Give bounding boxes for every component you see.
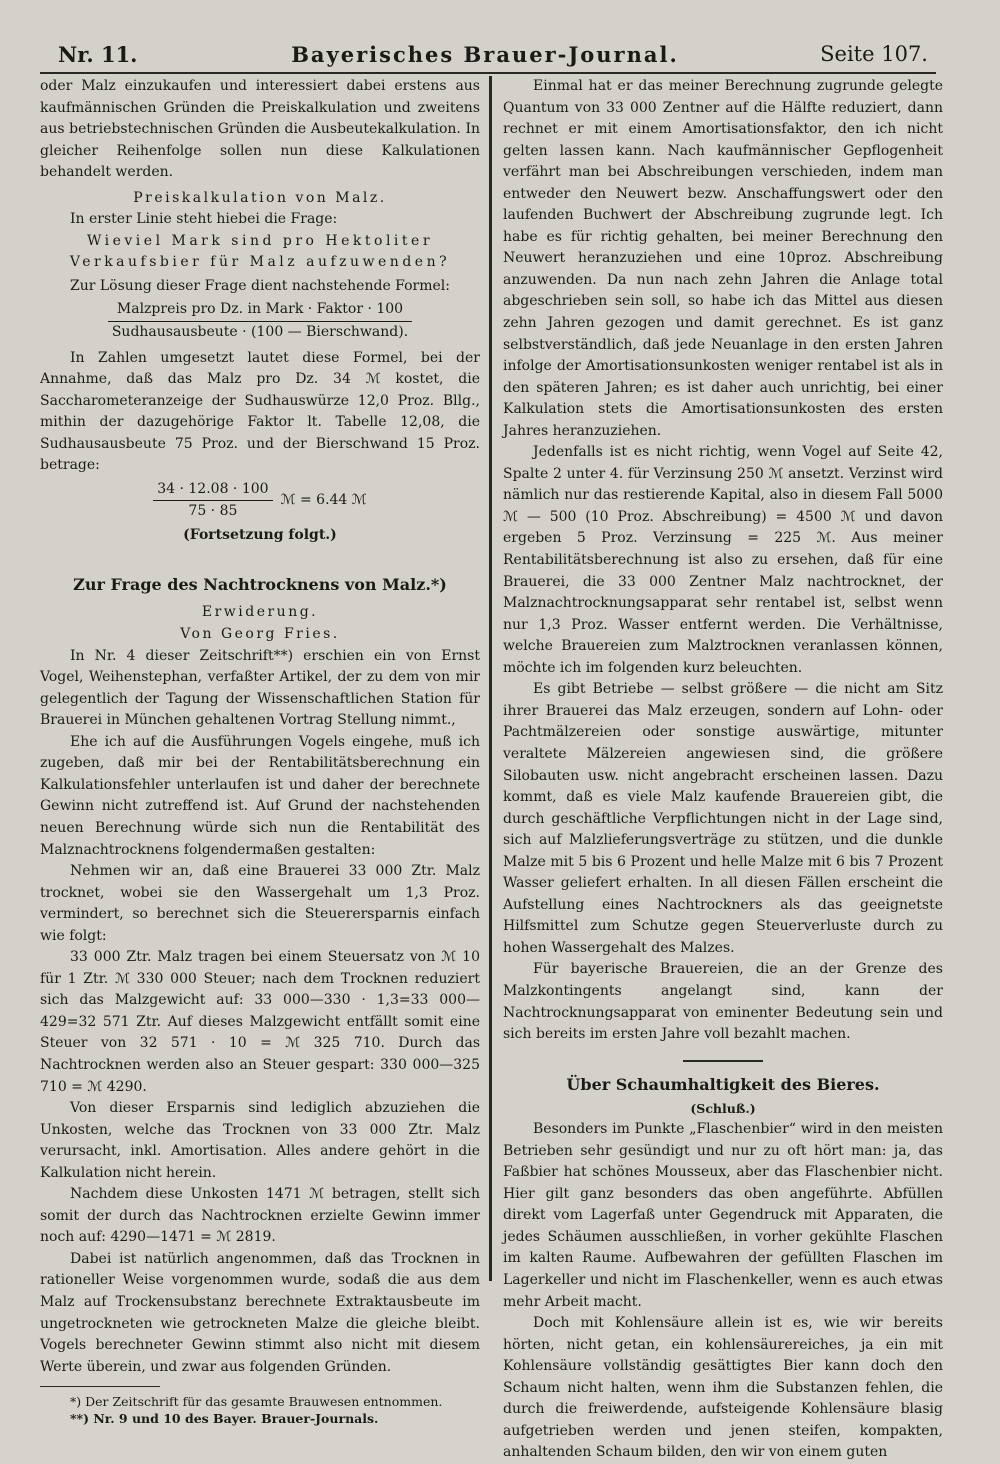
paragraph: Ehe ich auf die Ausführungen Vogels eingehe, muß ich zugeben, daß mir bei der Rentabilitätsberechnung ein Kalkulationsfehler unterlaufen ist und daher der berechnete Gewinn nicht zutreffend ist. Auf Grund der nachstehenden neuen Berechnung würde sich nun die Rentabilität des Malznachtrocknens folgendermaßen gestalten: bbox=[40, 733, 480, 858]
continuation-note: (Fortsetzung folgt.) bbox=[183, 526, 337, 543]
formula-general bbox=[40, 299, 480, 343]
footnote: *) Der Zeitschrift für das gesamte Brauwesen entnommen. bbox=[70, 1394, 443, 1410]
section-subheading: Preiskalkulation von Malz. bbox=[133, 189, 387, 206]
paragraph: Jedenfalls ist es nicht richtig, wenn Vogel auf Seite 42, Spalte 2 unter 4. für Verzinsung 250 ℳ ansetzt. Verzinst wird nämlich nur das restierende Kapital, also in diesem Fall 5000 ℳ — 500 (10 Proz. Abschreibung) = 4500 ℳ und davon ergeben 5 Proz. Verzinsung = 225 ℳ. Aus meiner Rentabilitätsberechnung ist also zu ersehen, daß für eine Brauerei, die 33 000 Zentner Malz nachtrocknet, der Malznachtrocknungsapparat sehr rentabel ist, selbst wenn nur 1,3 Proz. Wasser entfernt werden. Die Verhältnisse, welche Brauereien zum Malztrocknen veranlassen können, möchte ich im folgenden kurz beleuchten. bbox=[503, 444, 943, 676]
paragraph: oder Malz einzukaufen und interessiert dabei erstens aus kaufmännischen Gründen die Preiskalkulation und zweitens aus betriebstechnischen Gründen die Ausbeutekalkulation. In gleicher Reihenfolge sollen nun diese Kalkulationen behandelt werden. bbox=[40, 78, 480, 181]
column-divider bbox=[489, 76, 492, 1281]
paragraph: 33 000 Ztr. Malz tragen bei einem Steuersatz von ℳ 10 für 1 Ztr. ℳ 330 000 Steuer; nach dem Trocknen reduziert sich das Malzgewicht auf: 33 000—330 · 1,3=33 000—429=32 571 Ztr. Auf dieses Malzgewicht entfällt somit eine Steuer von 32 571 · 10 = ℳ 325 710. Durch das Nachtrocknen werden also an Steuer gespart: 330 000—325 710 = ℳ 4290. bbox=[40, 949, 480, 1095]
paragraph: Es gibt Betriebe — selbst größere — die nicht am Sitz ihrer Brauerei das Malz erzeugen, sondern auf Lohn- oder Pachtmälzereien oder sonstige auswärtige, mitunter veraltete Mälzereien angewiesen sind, die größere Silobauten usw. nicht angebracht erscheinen lassen. Dazu kommt, daß es viele Malz kaufende Brauereien gibt, die durch geschäftliche Verpflichtungen nicht in der Lage sind, sich auf Malzlieferungsverträge zu stützen, und die dunkle Malze mit 5 bis 6 Prozent und helle Malze mit 6 bis 7 Prozent Wasser geliefert erhalten. In all diesen Fällen erscheint die Aufstellung eines Nachtrockners als das geeignetste Hilfsmittel zum Schutze gegen Steuerverluste durch zu hohen Wassergehalt des Malzes. bbox=[503, 681, 943, 956]
paragraph: Nehmen wir an, daß eine Brauerei 33 000 Ztr. Malz trocknet, wobei sie den Wassergehalt um 1,3 Proz. vermindert, so berechnet sich die Steuerersparnis einfach wie folgt: bbox=[40, 863, 480, 944]
formula-denominator: Sudhausausbeute · (100 — Bierschwand). bbox=[111, 324, 409, 341]
paragraph: In Nr. 4 dieser Zeitschrift**) erschien ein von Ernst Vogel, Weihenstephan, verfaßter Artikel, der zu dem von mir gelegentlich der Tagung der Wissenschaftlichen Station für Brauerei in München gehaltenen Vortrag Stellung nimmt., bbox=[40, 647, 480, 729]
formula-denominator: 75 · 85 bbox=[188, 503, 238, 520]
question-text: Wieviel Mark sind pro Hektoliter Verkaufsbier für Malz aufzuwenden? bbox=[69, 232, 451, 271]
formula-numerator: Malzpreis pro Dz. in Mark · Faktor · 100 bbox=[108, 299, 412, 322]
formula-numerator: 34 · 12.08 · 100 bbox=[153, 479, 272, 502]
paragraph: In erster Linie steht hiebei die Frage: bbox=[70, 211, 338, 228]
paragraph: Einmal hat er das meiner Berechnung zugrunde gelegte Quantum von 33 000 Zentner auf die Hälfte reduziert, dann rechnet er mit einem Amortisationsfaktor, den ich nicht gelten lassen kann. Nach kaufmännischer Gepflogenheit verfährt man bei Abschreibungen verschieden, indem man entweder den Neuwert bezw. Anschaffungswert oder den laufenden Buchwert der Abschreibung zugrunde legt. Ich habe es für richtig gehalten, bei meiner Berechnung den Neuwert heranzuziehen und eine 10proz. Abschreibung anzuwenden. Da nun nach zehn Jahren die Anlage total abgeschrieben sein soll, so habe ich das Mittel aus diesen zehn Jahren gezogen und damit gerechnet. Es ist ganz selbstverständlich, daß jede Neuanlage in den ersten Jahren infolge der Amortisationsunkosten weniger rentabel ist als in den späteren Jahren; es ist daher auch unrichtig, bei einer Kalkulation stets die Amortisationsunkosten des ersten Jahres heranzuziehen. bbox=[503, 78, 943, 439]
formula-result: ℳ = 6.44 ℳ bbox=[280, 492, 367, 509]
article-title: Zur Frage des Nachtrocknens von Malz.*) bbox=[73, 575, 447, 595]
section-separator bbox=[683, 1060, 763, 1062]
footnote-rule bbox=[40, 1386, 160, 1387]
journal-title: Bayerisches Brauer-Journal. bbox=[291, 42, 679, 67]
article-title: Über Schaumhaltigkeit des Bieres. bbox=[566, 1074, 880, 1094]
paragraph: Besonders im Punkte „Flaschenbier“ wird in den meisten Betrieben sehr gesündigt und nur zu oft hört man: ja, das Faßbier hat schönes Mousseux, aber das Flaschenbier nicht. Hier gilt ganz besonders das oben angeführte. Abfüllen direkt vom Lagerfaß unter Gegendruck mit Apparaten, die jedes Schäumen ausschließen, in vorher gekühlte Flaschen im kalten Raume. Aufbewahren der gefüllten Flaschen im Lagerkeller und nicht im Flaschenkeller, wenn es auch etwas mehr Arbeit macht. bbox=[503, 1121, 943, 1310]
right-column bbox=[503, 76, 943, 1464]
footnote: **) Nr. 9 und 10 des Bayer. Brauer-Journals. bbox=[70, 1411, 379, 1427]
paragraph: Doch mit Kohlensäure allein ist es, wie wir bereits hörten, nicht getan, ein kohlensäurereiches, ja ein mit Kohlensäure vollständig gesättigtes Bier kann doch den Schaum nicht halten, wenn ihm die Substanzen fehlen, die durch die freiwerdende, aufsteigende Kohlensäure blasig aufgetrieben werden und jenen steifen, kompakten, anhaltenden Schaum bilden, den wir von einem guten bbox=[503, 1315, 943, 1461]
paragraph: Für bayerische Brauereien, die an der Grenze des Malzkontingents angelangt sind, kann der Nachtrocknungsapparat von eminenter Bedeutung sein und sich bereits im ersten Jahre voll bezahlt machen. bbox=[503, 961, 943, 1043]
paragraph: Dabei ist natürlich angenommen, daß das Trocknen in rationeller Weise vorgenommen wurde, sodaß die aus dem Malz auf Trockensubstanz berechnete Extraktausbeute im ungetrockneten wie getrockneten Malze die gleiche bleibt. Vogels berechneter Gewinn stimmt also nicht mit diesem Werte überein, und zwar aus folgenden Gründen. bbox=[40, 1250, 480, 1375]
article-subtitle: (Schluß.) bbox=[690, 1100, 756, 1116]
issue-number: Nr. 11. bbox=[58, 42, 138, 67]
paragraph: Zur Lösung dieser Frage dient nachstehende Formel: bbox=[70, 277, 451, 294]
article-subtitle: Erwiderung. bbox=[201, 604, 319, 621]
page-number: Seite 107. bbox=[820, 42, 928, 66]
article-author: Von Georg Fries. bbox=[180, 626, 340, 643]
left-column bbox=[40, 76, 480, 1427]
paragraph: Von dieser Ersparnis sind lediglich abzuziehen die Unkosten, welche das Trocknen von 33 000 Ztr. Malz verursacht, inkl. Amortisation. Alles andere gehört in die Kalkulation nicht herein. bbox=[40, 1100, 480, 1181]
paragraph: In Zahlen umgesetzt lautet diese Formel, bei der Annahme, daß das Malz pro Dz. 34 ℳ kostet, die Saccharometeranzeige der Sudhauswürze 12,0 Proz. Bllg., mithin der dazugehörige Faktor lt. Tabelle 12,08, die Sudhausausbeute 75 Proz. und der Bierschwand 15 Proz. betrage: bbox=[40, 349, 480, 474]
header-rule bbox=[40, 72, 936, 74]
paragraph: Nachdem diese Unkosten 1471 ℳ betragen, stellt sich somit der durch das Nachtrocknen erzielte Gewinn immer noch auf: 4290—1471 = ℳ 2819. bbox=[40, 1186, 480, 1246]
page-header bbox=[40, 36, 930, 72]
formula-numeric bbox=[40, 479, 480, 523]
